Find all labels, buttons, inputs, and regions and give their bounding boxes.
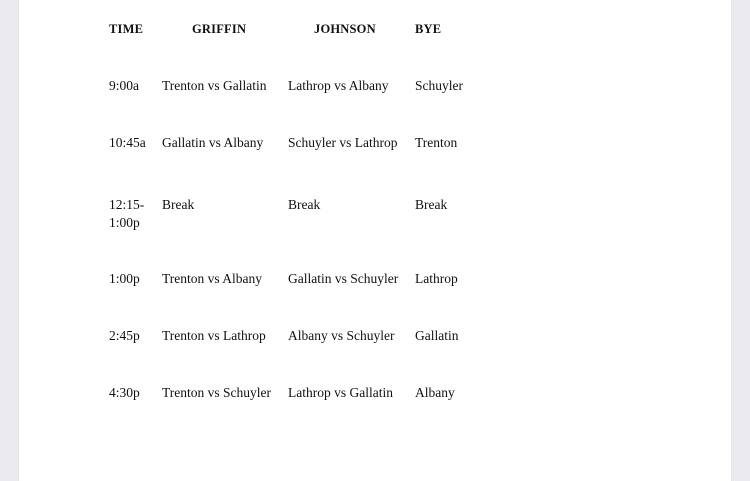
row-bye: Gallatin (415, 328, 459, 343)
row-johnson: Lathrop vs Gallatin (288, 385, 393, 400)
row-bye: Break (415, 197, 448, 212)
row-time: 2:45p (109, 328, 140, 343)
row-griffin: Trenton vs Schuyler (162, 385, 272, 400)
row-griffin: Gallatin vs Albany (162, 135, 264, 150)
row-bye: Schuyler (415, 78, 463, 93)
header-time: TIME (109, 22, 144, 36)
row-johnson: Lathrop vs Albany (288, 78, 389, 93)
row-johnson: Albany vs Schuyler (288, 328, 395, 343)
row-griffin: Trenton vs Gallatin (162, 78, 267, 93)
row-johnson: Break (288, 197, 321, 212)
header-johnson: JOHNSON (314, 22, 376, 36)
row-time: 4:30p (109, 385, 140, 400)
row-griffin: Break (162, 197, 195, 212)
document-page (19, 0, 731, 481)
row-time: 1:00p (109, 271, 140, 286)
row-griffin: Trenton vs Lathrop (162, 328, 266, 343)
row-bye: Lathrop (415, 271, 458, 286)
row-time: 9:00a (109, 78, 139, 93)
header-griffin: GRIFFIN (192, 22, 247, 36)
row-griffin: Trenton vs Albany (162, 271, 263, 286)
row-time: 10:45a (109, 135, 146, 150)
row-bye: Albany (415, 385, 455, 400)
header-bye: BYE (415, 22, 442, 36)
row-time: 12:15-1:00p (109, 197, 145, 230)
row-johnson: Gallatin vs Schuyler (288, 271, 399, 286)
row-bye: Trenton (415, 135, 458, 150)
row-johnson: Schuyler vs Lathrop (288, 135, 398, 150)
